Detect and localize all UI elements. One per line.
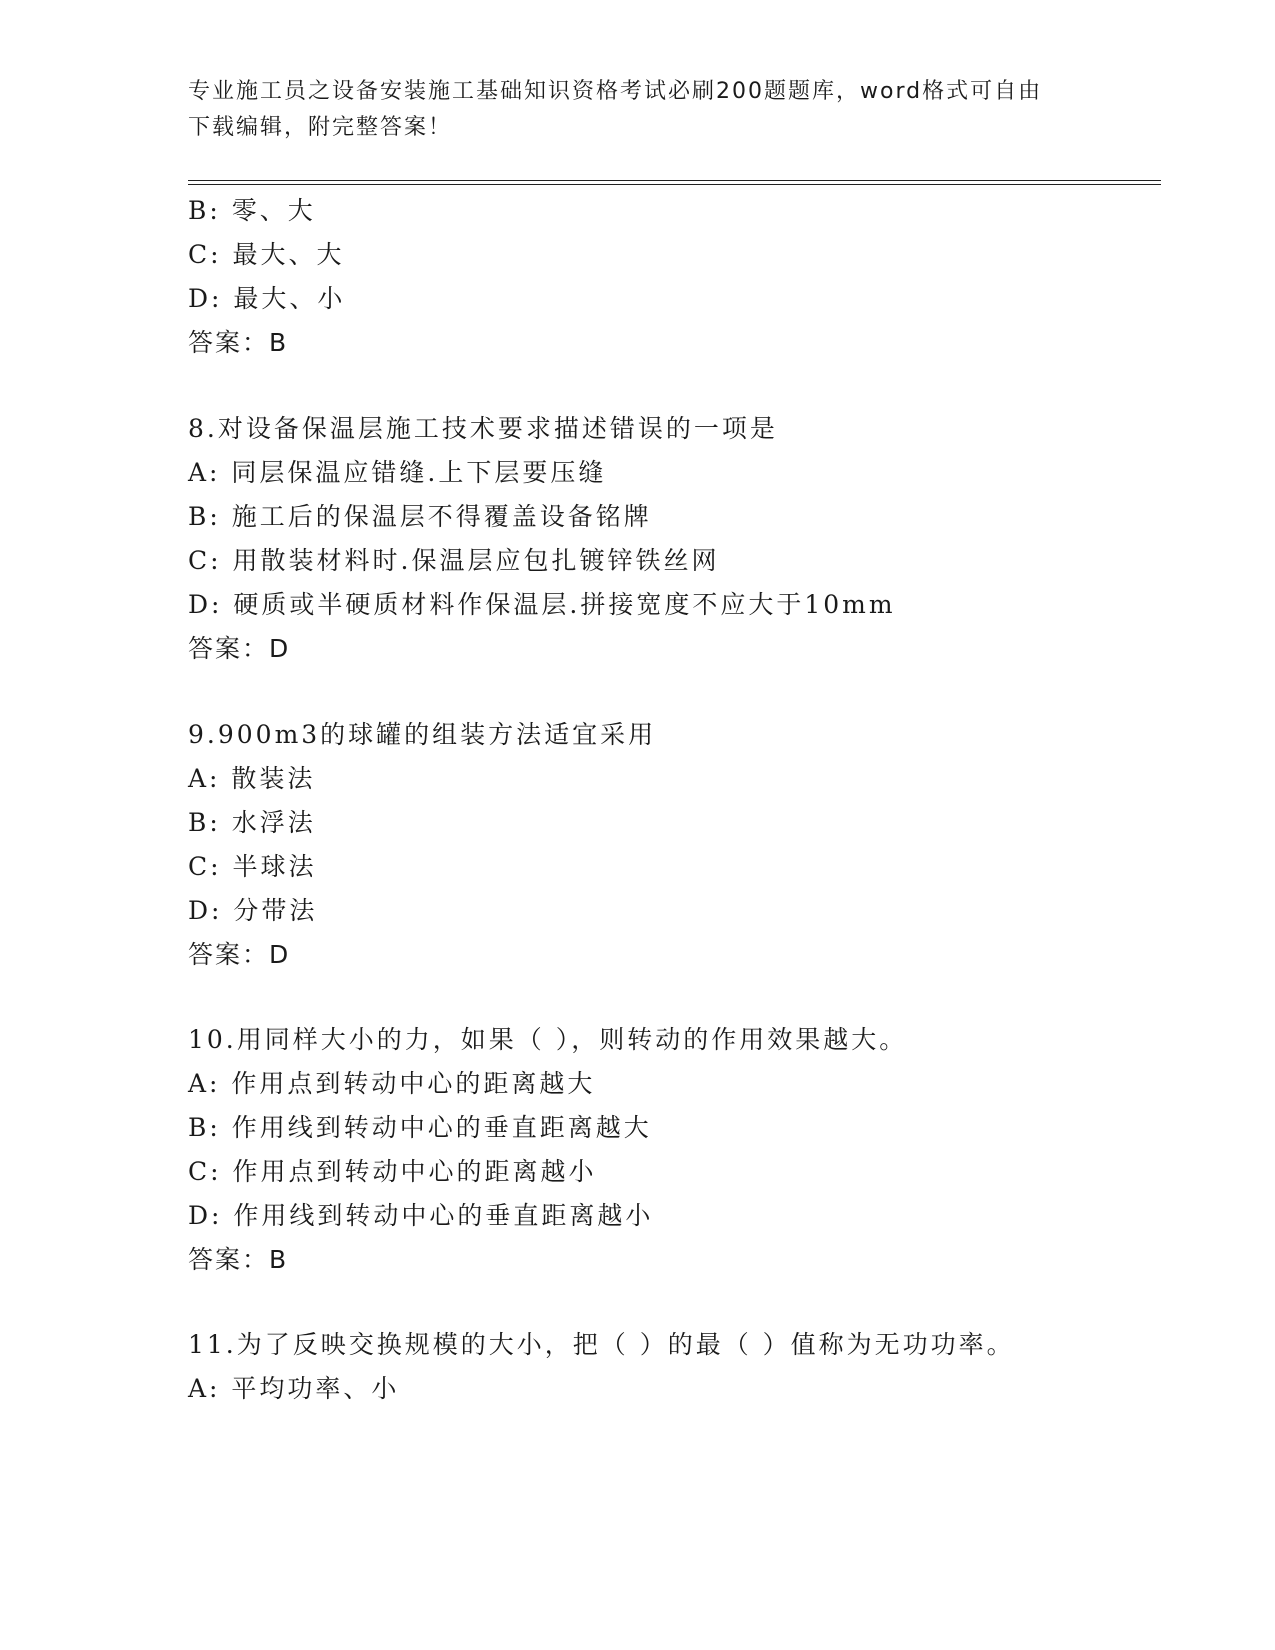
q9-option-d: D: 分带法 [188, 896, 318, 925]
q10-option-a: A: 作用点到转动中心的距离越大 [188, 1069, 596, 1098]
q10-option-c: C: 作用点到转动中心的距离越小 [188, 1157, 597, 1186]
q8-option-c: C: 用散装材料时.保温层应包扎镀锌铁丝网 [188, 546, 720, 575]
q9-option-a: A: 散装法 [188, 764, 316, 793]
q8-option-a: A: 同层保温应错缝.上下层要压缝 [188, 458, 607, 487]
q9-question: 9.900m3的球罐的组装方法适宜采用 [188, 720, 657, 749]
q10-question: 10.用同样大小的力，如果（ ），则转动的作用效果越大。 [188, 1025, 908, 1054]
header-divider-top [188, 180, 1161, 181]
document-header [188, 74, 1088, 146]
header-title-line-2: 下载编辑，附完整答案！ [188, 115, 453, 140]
q10-option-d: D: 作用线到转动中心的垂直距离越小 [188, 1201, 654, 1230]
q10-option-b: B: 作用线到转动中心的垂直距离越大 [188, 1113, 652, 1142]
q11-option-a: A: 平均功率、小 [188, 1374, 400, 1403]
q9-answer: 答案：D [188, 940, 291, 969]
header-divider-bottom [188, 184, 1161, 185]
q7-option-d: D: 最大、小 [188, 284, 346, 313]
q9-option-b: B: 水浮法 [188, 808, 316, 837]
q8-option-b: B: 施工后的保温层不得覆盖设备铭牌 [188, 502, 652, 531]
q9-option-c: C: 半球法 [188, 852, 317, 881]
q8-option-d: D: 硬质或半硬质材料作保温层.拼接宽度不应大于10mm [188, 590, 896, 619]
q7-answer: 答案：B [188, 328, 289, 357]
q7-option-c: C: 最大、大 [188, 240, 345, 269]
q11-question: 11.为了反映交换规模的大小，把（ ）的最（ ）值称为无功功率。 [188, 1330, 1015, 1359]
header-title-line-1: 专业施工员之设备安装施工基础知识资格考试必刷200题题库，word格式可自由 [188, 79, 1043, 104]
q8-answer: 答案：D [188, 634, 291, 663]
q8-question: 8.对设备保温层施工技术要求描述错误的一项是 [188, 414, 778, 443]
q7-option-b: B: 零、大 [188, 196, 316, 225]
q10-answer: 答案：B [188, 1245, 289, 1274]
